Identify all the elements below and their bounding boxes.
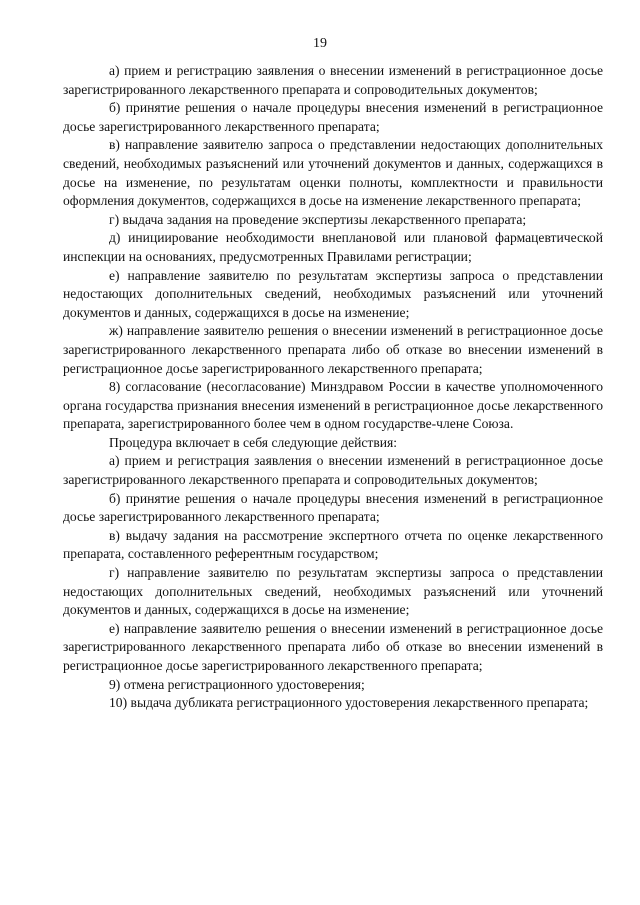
page-number: 19 xyxy=(313,36,327,51)
procedure-item-g-paragraph: г) направление заявителю по результатам экспертизы запроса о представлении недостающих дополнительных сведений, необходимых разъяснений или уточнений документов и данных, содержащихся в досье на изменение; xyxy=(63,565,603,618)
item-b-paragraph: б) принятие решения о начале процедуры внесения изменений в регистрационное досье зарегистрированного лекарственного препарата; xyxy=(63,100,603,134)
procedure-intro-paragraph: Процедура включает в себя следующие действия: xyxy=(109,434,398,450)
document-body xyxy=(63,62,603,713)
item-v-paragraph: в) направление заявителю запроса о представлении недостающих дополнительных сведений, необходимых разъяснений или уточнений документов и данных, содержащихся в досье на изменение, по результатам оценки полноты, комплектности и правильности оформления документов, содержащихся в досье на изменение лекарственного препарата; xyxy=(63,137,603,209)
procedure-item-a-paragraph: а) прием и регистрация заявления о внесении изменений в регистрационное досье зарегистрированного лекарственного препарата и сопроводительных документов; xyxy=(63,453,603,488)
item-zh-paragraph: ж) направление заявителю решения о внесении изменений в регистрационное досье зарегистрированного лекарственного препарата либо об отказе во внесении изменений в регистрационное досье зарегистрированного лекарственного препарата; xyxy=(63,323,603,376)
procedure-item-b-paragraph: б) принятие решения о начале процедуры внесения изменений в регистрационное досье зарегистрированного лекарственного препарата; xyxy=(63,490,603,525)
item-8-paragraph: 8) согласование (несогласование) Минздравом России в качестве уполномоченного органа государства признания внесения изменений в регистрационное досье лекарственного препарата, зарегистрированного более чем в одном государстве-члене Союза. xyxy=(63,379,603,432)
item-10-paragraph: 10) выдача дубликата регистрационного удостоверения лекарственного препарата; xyxy=(109,695,589,711)
procedure-item-v-paragraph: в) выдачу задания на рассмотрение экспертного отчета по оценке лекарственного препарата, составленного референтным государством; xyxy=(63,527,603,562)
procedure-item-e-paragraph: е) направление заявителю решения о внесении изменений в регистрационное досье зарегистрированного лекарственного препарата либо об отказе во внесении изменений в регистрационное досье зарегистрированного лекарственного препарата; xyxy=(63,620,603,673)
item-g-paragraph: г) выдача задания на проведение экспертизы лекарственного препарата; xyxy=(109,211,527,227)
item-a-paragraph: а) прием и регистрацию заявления о внесении изменений в регистрационное досье зарегистрированного лекарственного препарата и сопроводительных документов; xyxy=(63,63,603,97)
item-e-paragraph: е) направление заявителю по результатам экспертизы запроса о представлении недостающих дополнительных сведений, необходимых разъяснений или уточнений документов и данных, содержащихся в досье на изменение; xyxy=(63,267,603,320)
item-9-paragraph: 9) отмена регистрационного удостоверения; xyxy=(109,676,365,692)
item-d-paragraph: д) инициирование необходимости внеплановой или плановой фармацевтической инспекции на основаниях, предусмотренных Правилами регистрации; xyxy=(63,230,603,264)
